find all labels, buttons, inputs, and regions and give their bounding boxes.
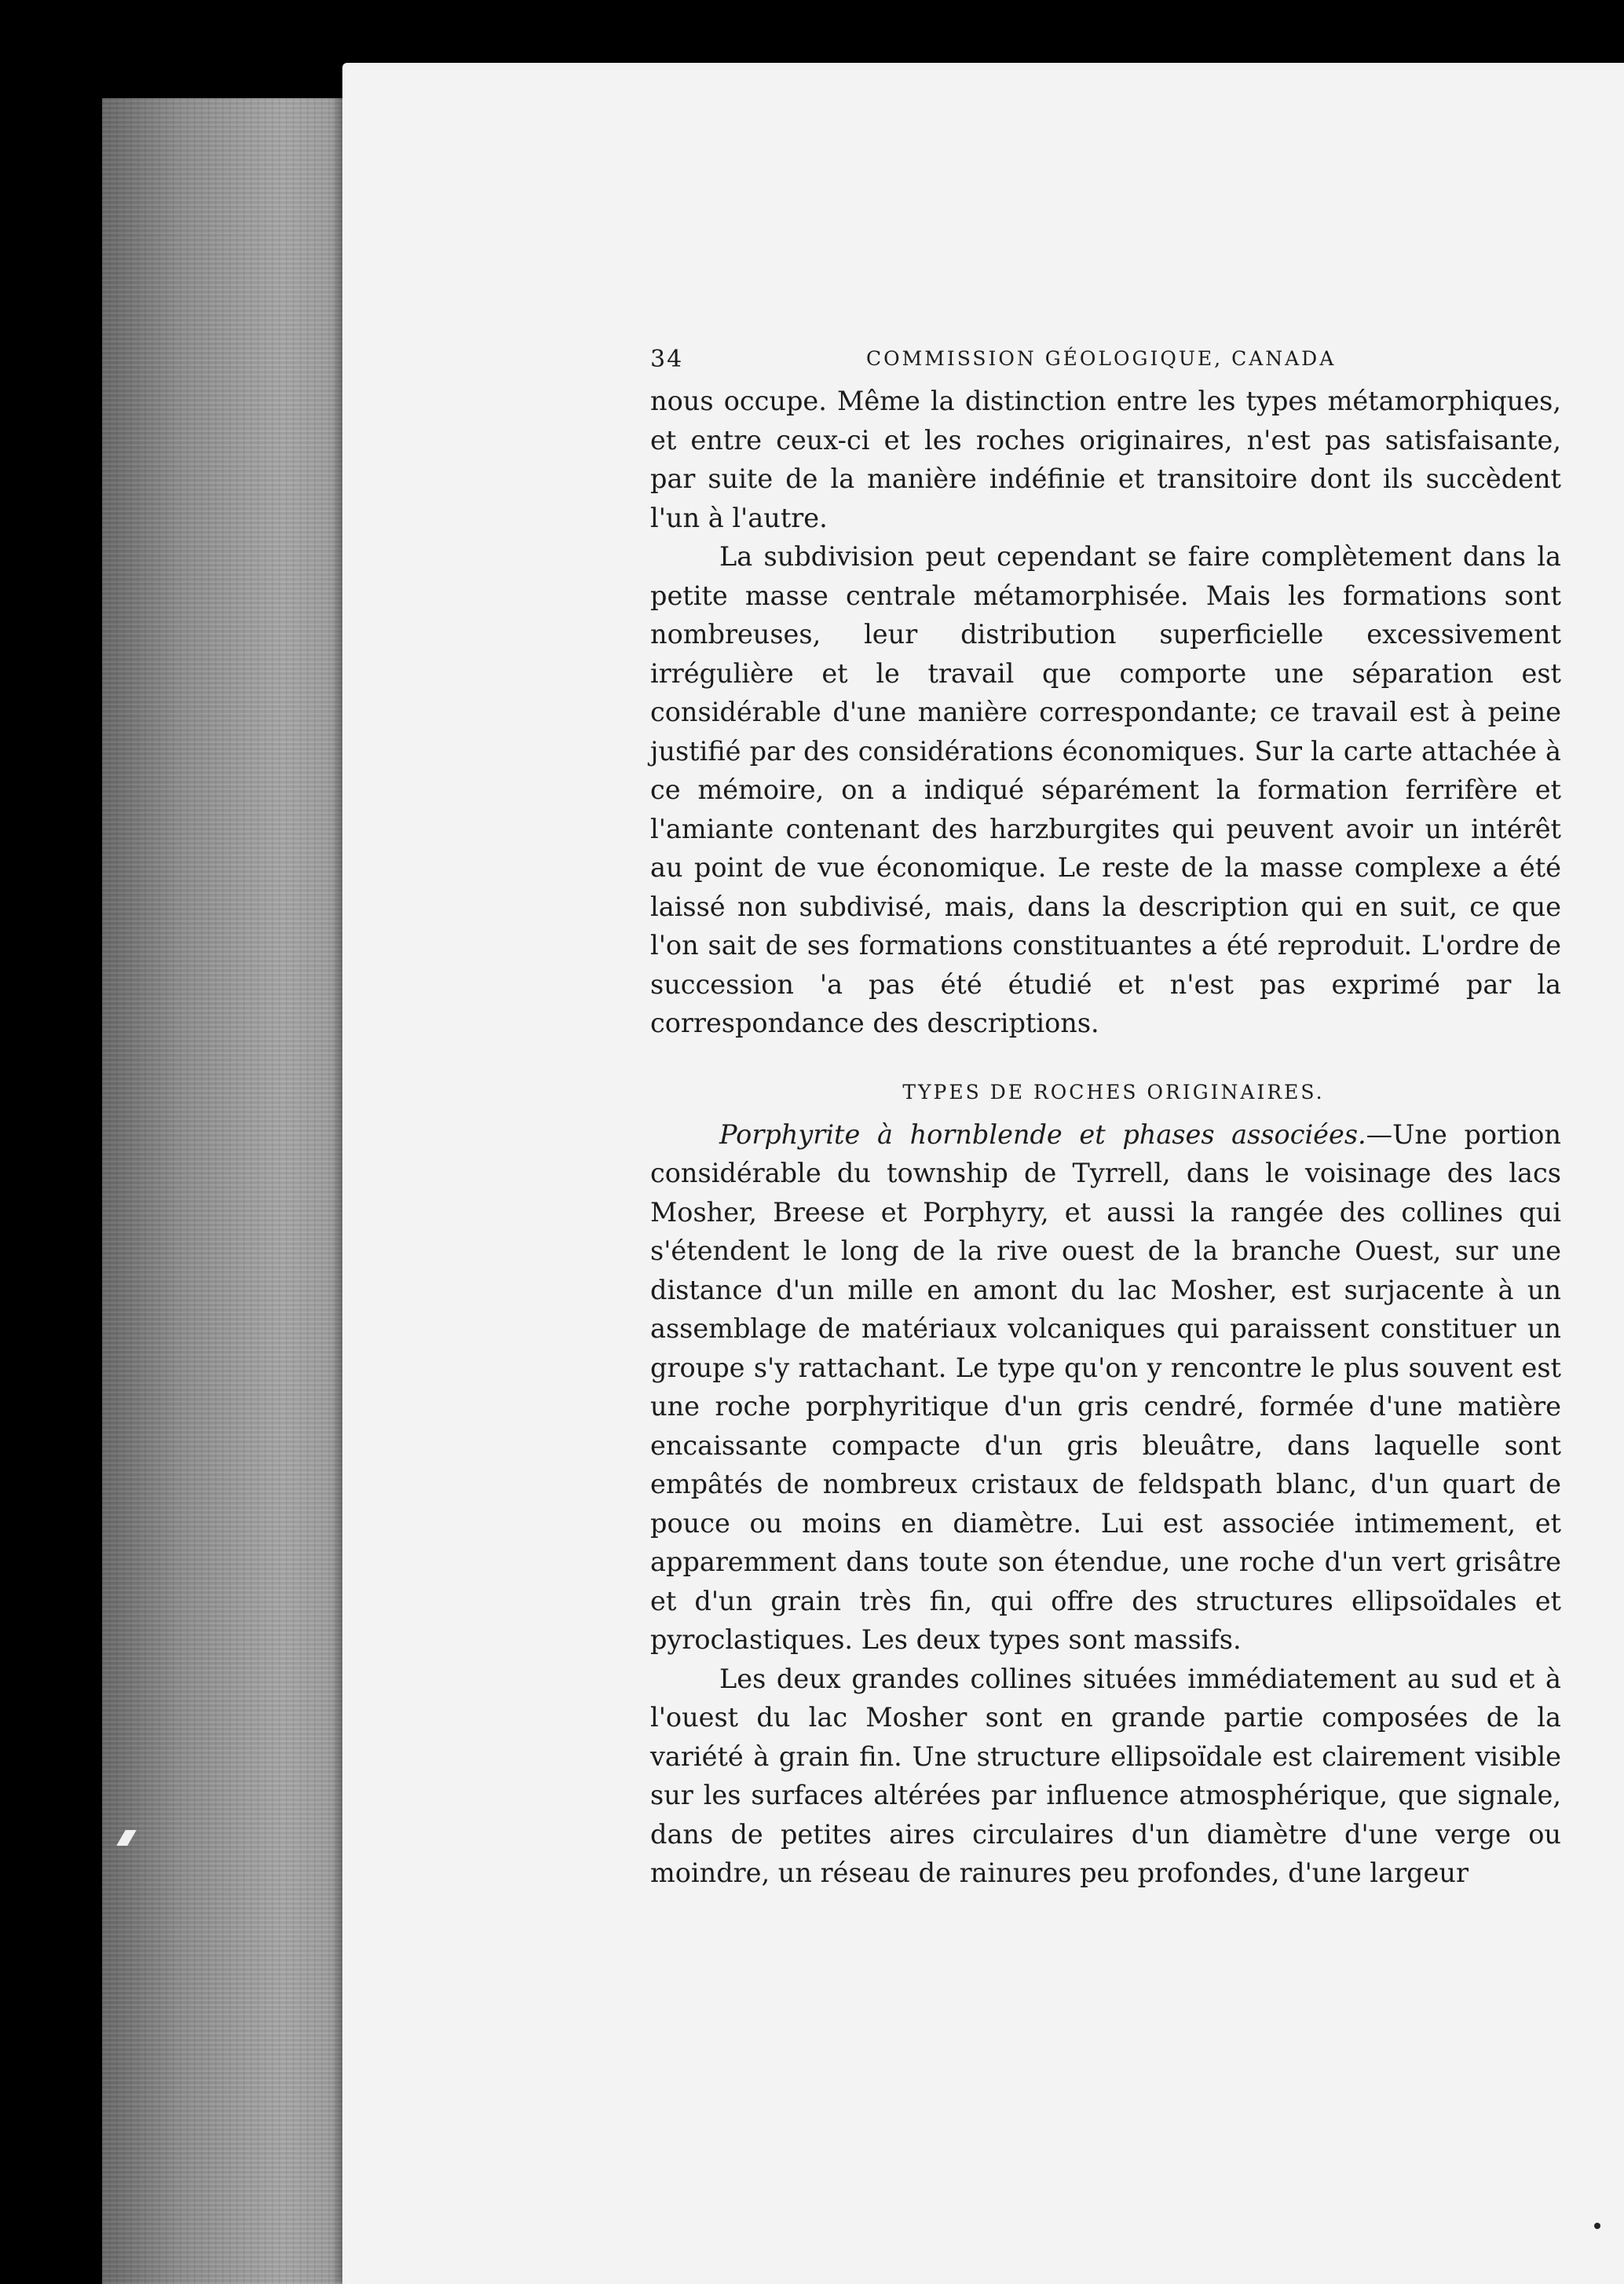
section-heading: TYPES DE ROCHES ORIGINAIRES. — [902, 1080, 1325, 1104]
paragraph-4: Les deux grandes collines situées immédiatement au sud et à l'ouest du lac Mosher sont en grande partie composées de la variété à grain fin. Une structure ellipsoïdale est clairement visible sur les surfaces altérées par influence atmosphérique, que signale, dans de petites aires circulaires d'un diamètre d'une verge ou moindre, un réseau de rainures peu profondes, d'une largeur — [650, 1663, 1561, 1888]
scan-speck — [1594, 2223, 1600, 2229]
page-number: 34 — [650, 346, 684, 373]
running-title: COMMISSION GÉOLOGIQUE, CANADA — [866, 347, 1337, 370]
paragraph-1: nous occupe. Même la distinction entre les types métamorphiques, et entre ceux-ci et les roches originaires, n'est pas satisfaisante, par suite de la manière indéfinie et transitoire dont ils succèdent l'un à l'autre. — [650, 386, 1561, 533]
paragraph-2: La subdivision peut cependant se faire complètement dans la petite masse centrale métamorphisée. Mais les formations sont nombreuses, leur distribution superficielle excessivement irrégulière et le travail que comporte une séparation est considérable d'une manière correspondante; ce travail est à peine justifié par des considérations économiques. Sur la carte attachée à ce mémoire, on a indiqué séparément la formation ferrifère et l'amiante contenant des harzburgites qui peuvent avoir un intérêt au point de vue économique. Le reste de la masse complexe a été laissé non subdivisé, mais, dans la description qui en suit, ce que l'on sait de ses formations constituantes a été reproduit. L'ordre de succession 'a pas été étudié et n'est pas exprimé par la correspondance des descriptions. — [650, 541, 1561, 1038]
paragraph-3-lead: Porphyrite à hornblende et phases associées. — [719, 1118, 1366, 1150]
running-header — [650, 338, 1561, 382]
paragraph-3-text: —Une portion considérable du township de Tyrrell, dans le voisinage des lacs Mosher, Breese et Porphyry, et aussi la rangée des collines qui s'étendent le long de la rive ouest de la branche Ouest, sur une distance d'un mille en amont du lac Mosher, est surjacente à un assemblage de matériaux volcaniques qui paraissent constituer un groupe s'y rattachant. Le type qu'on y rencontre le plus souvent est une roche porphyritique d'un gris cendré, formée d'une matière encaissante compacte d'un gris bleuâtre, dans laquelle sont empâtés de nombreux cristaux de feldspath blanc, d'un quart de pouce ou moins en diamètre. Lui est associée intimement, et apparemment dans toute son étendue, une roche d'un vert grisâtre et d'un grain très fin, qui offre des structures ellipsoïdales et pyroclastiques. Les deux types sont massifs. — [650, 1118, 1561, 1655]
page-content — [650, 338, 1561, 1893]
paragraph-3 — [650, 1115, 1561, 1660]
body-text — [650, 382, 1561, 1893]
book-page — [342, 63, 1624, 2284]
underlying-page-texture — [102, 98, 361, 2284]
